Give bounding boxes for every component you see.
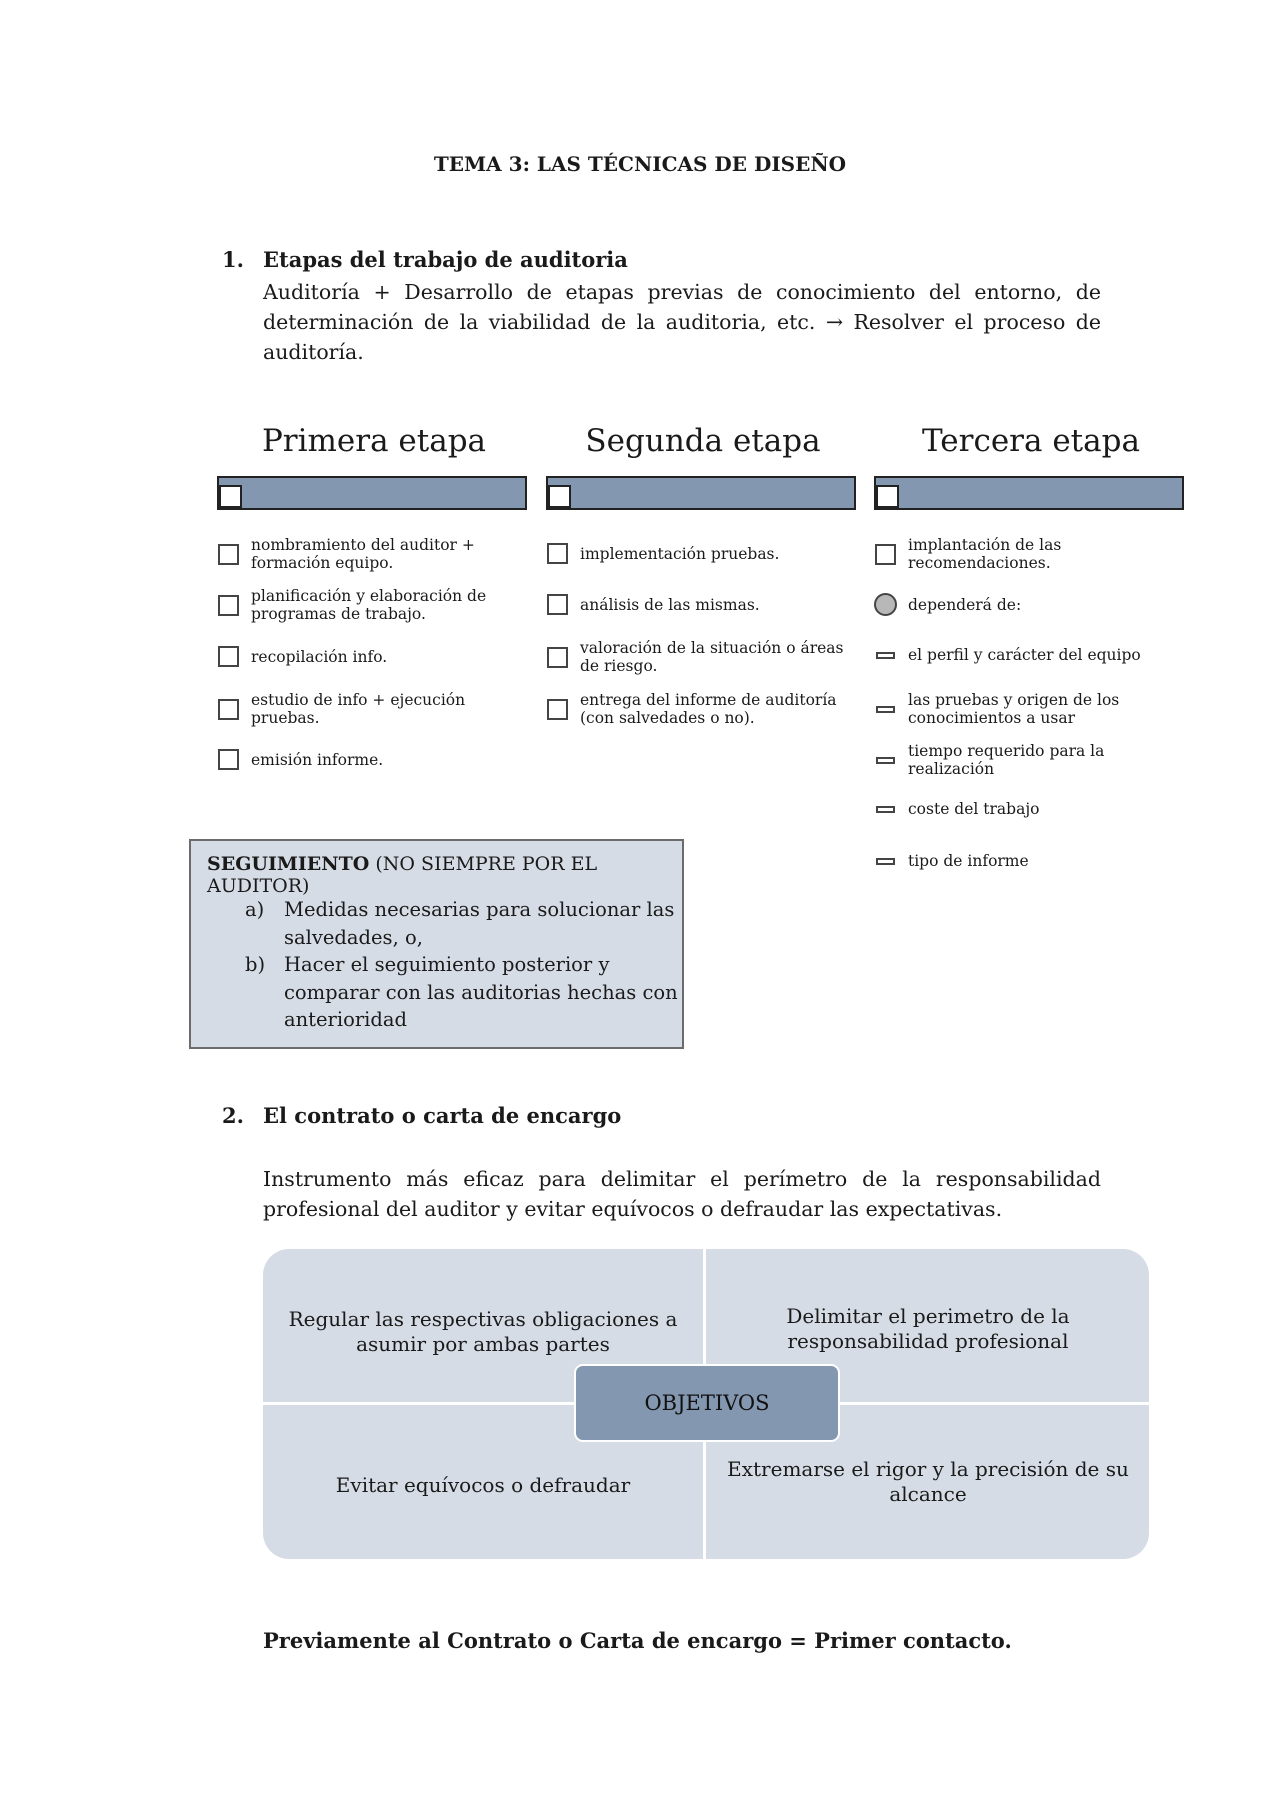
- item-text: estudio de info + ejecución pruebas.: [251, 691, 466, 727]
- stage-2-bar-checkbox: [548, 485, 571, 508]
- stage-3-item: [875, 691, 1119, 727]
- checkbox-icon: [547, 594, 568, 615]
- stage-1-item: [218, 646, 387, 667]
- stage-1-item: [218, 587, 486, 623]
- seguimiento-item-a: Medidas necesarias para solucionar las salvedades, o,: [284, 898, 675, 949]
- checkbox-icon: [218, 646, 239, 667]
- item-text: tipo de informe: [908, 852, 1029, 870]
- stage-3-bar-checkbox: [876, 485, 899, 508]
- seguimiento-title: SEGUIMIENTO (NO SIEMPRE POR EL AUDITOR): [207, 853, 598, 897]
- paragraph-line: profesional del auditor y evitar equívocos o defraudar las expectativas.: [263, 1197, 1003, 1221]
- section-2-number: 2.: [222, 1103, 244, 1128]
- stage-1-title: Primera etapa: [261, 423, 487, 459]
- item-text: las pruebas y origen de los conocimientos a usar: [908, 691, 1120, 727]
- paragraph-line: Auditoría + Desarrollo de etapas previas de conocimiento del entorno, de: [263, 280, 1101, 304]
- stage-3-item: [875, 742, 1104, 778]
- objective-top-right: Delimitar el perimetro de la responsabilidad profesional: [786, 1304, 1070, 1353]
- stage-3-item: [875, 800, 1039, 818]
- item-text: recopilación info.: [251, 647, 388, 666]
- stage-1-bar: [217, 476, 527, 510]
- seguimiento-item-b: Hacer el seguimiento posterior y comparar con las auditorias hechas con anterioridad: [284, 953, 678, 1031]
- checkbox-icon: [875, 544, 896, 565]
- paragraph-line: auditoría.: [263, 340, 364, 364]
- seguimiento-box: [189, 839, 684, 1049]
- checkbox-icon: [547, 647, 568, 668]
- stage-2-item: [547, 594, 760, 615]
- seguimiento-label-b: b): [245, 953, 266, 976]
- dash-bullet-icon: [876, 706, 895, 713]
- item-text: planificación y elaboración de programas de trabajo.: [251, 587, 487, 623]
- section-2-paragraph: [263, 1164, 1101, 1224]
- dash-bullet-icon: [876, 652, 895, 659]
- item-text: análisis de las mismas.: [580, 595, 760, 614]
- stage-3-item: [875, 646, 1141, 664]
- final-statement: Previamente al Contrato o Carta de encargo = Primer contacto.: [263, 1628, 1012, 1653]
- item-text: implementación pruebas.: [580, 544, 780, 563]
- page-title: TEMA 3: LAS TÉCNICAS DE DISEÑO: [433, 152, 847, 176]
- item-text: el perfil y carácter del equipo: [908, 646, 1141, 664]
- stage-2-item: [547, 691, 837, 727]
- checkbox-icon: [218, 749, 239, 770]
- checkbox-icon: [218, 699, 239, 720]
- objetivos-center-label: OBJETIVOS: [574, 1364, 840, 1442]
- item-text: nombramiento del auditor + formación equipo.: [251, 536, 475, 572]
- item-text: implantación de las recomendaciones.: [908, 536, 1062, 572]
- stage-3-title: Tercera etapa: [922, 423, 1140, 459]
- stage-1-bar-checkbox: [219, 485, 242, 508]
- item-text: coste del trabajo: [908, 800, 1040, 818]
- section-1-heading: Etapas del trabajo de auditoria: [263, 247, 628, 272]
- stage-1-item: [218, 749, 383, 770]
- stage-3-item: [875, 852, 1029, 870]
- item-text: entrega del informe de auditoría (con salvedades o no).: [580, 691, 837, 727]
- checkbox-icon: [218, 595, 239, 616]
- dash-bullet-icon: [876, 858, 895, 865]
- item-text: emisión informe.: [251, 750, 384, 769]
- stage-3-item: [875, 536, 1061, 572]
- item-text: tiempo requerido para la realización: [908, 742, 1105, 778]
- stage-2-bar: [546, 476, 856, 510]
- item-text: valoración de la situación o áreas de riesgo.: [580, 639, 844, 675]
- stage-3-item: [874, 593, 1021, 616]
- item-text: dependerá de:: [908, 595, 1022, 614]
- stage-2-item: [547, 543, 779, 564]
- checkbox-icon: [547, 543, 568, 564]
- seguimiento-label-a: a): [245, 898, 265, 921]
- stage-3-bar: [874, 476, 1184, 510]
- stage-1-item: [218, 691, 465, 727]
- stage-2-title: Segunda etapa: [585, 423, 821, 459]
- paragraph-line: determinación de la viabilidad de la auditoria, etc. → Resolver el proceso de: [263, 310, 1101, 334]
- dash-bullet-icon: [876, 806, 895, 813]
- objective-bottom-right: Extremarse el rigor y la precisión de su alcance: [727, 1457, 1129, 1506]
- circle-bullet-icon: [874, 593, 897, 616]
- section-2-heading: El contrato o carta de encargo: [263, 1103, 622, 1128]
- section-1-number: 1.: [222, 247, 244, 272]
- objective-top-left: Regular las respectivas obligaciones a asumir por ambas partes: [288, 1307, 678, 1356]
- section-1-paragraph: [263, 277, 1101, 367]
- stage-1-item: [218, 536, 475, 572]
- checkbox-icon: [218, 544, 239, 565]
- checkbox-icon: [547, 699, 568, 720]
- objective-bottom-left: Evitar equívocos o defraudar: [335, 1473, 631, 1497]
- dash-bullet-icon: [876, 757, 895, 764]
- paragraph-line: Instrumento más eficaz para delimitar el perímetro de la responsabilidad: [263, 1167, 1101, 1191]
- stage-2-item: [547, 639, 844, 675]
